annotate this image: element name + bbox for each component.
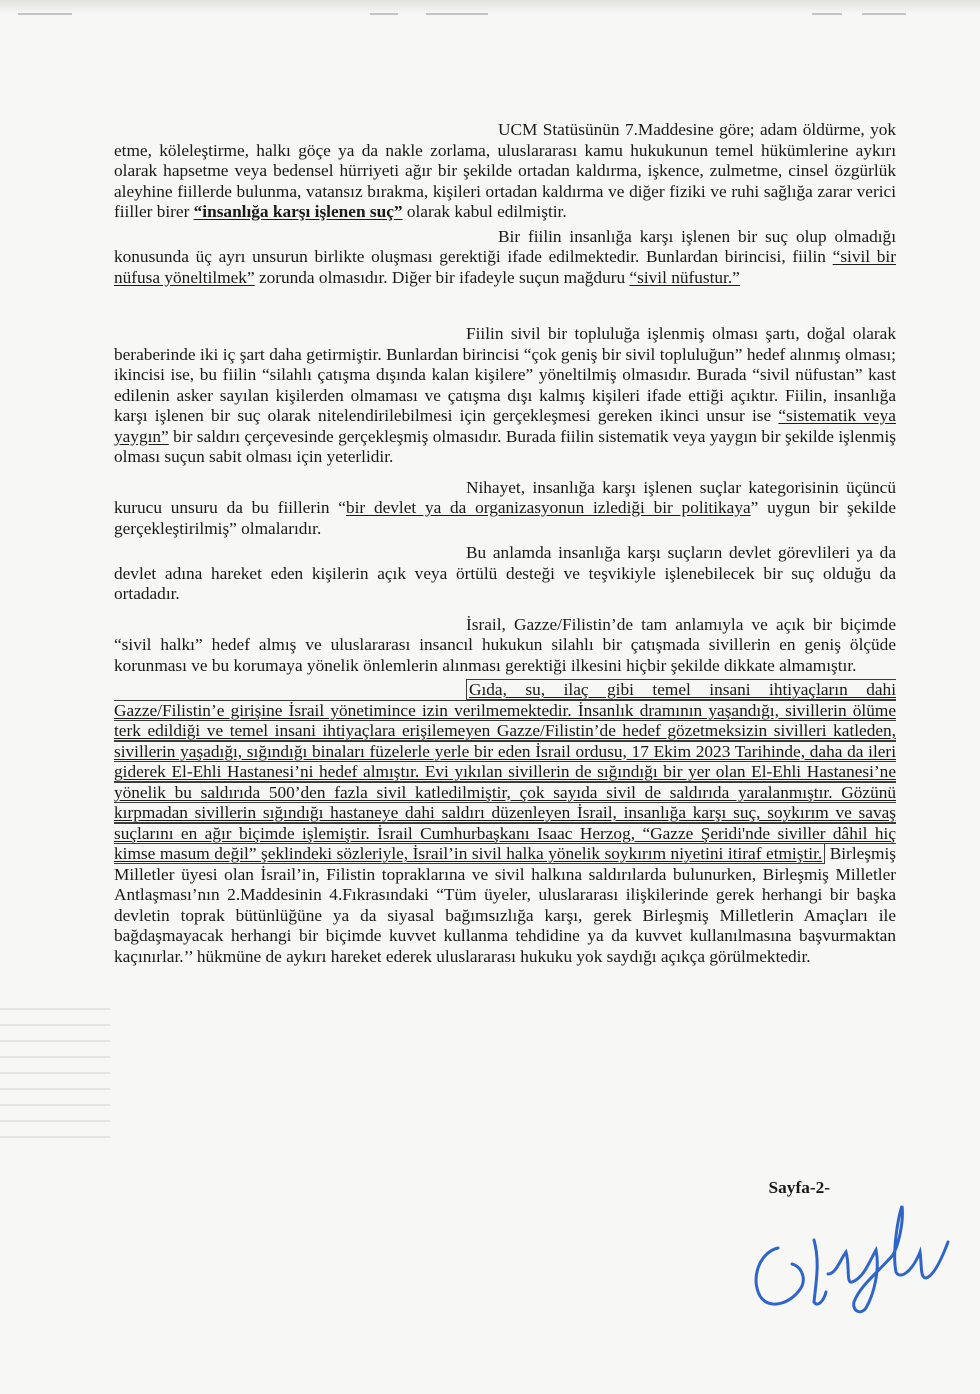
- paragraph-policy-element: Nihayet, insanlığa karşı işlenen suçlar kategorisinin üçüncü kurucu unsuru da bu fiillerin “bir devlet ya da organizasyonun izlediği bir politikaya” uygun bir şekilde gerçekleştirilmiş” olmalarıdır.: [114, 477, 896, 538]
- scan-artifact: [18, 13, 72, 15]
- paragraph-three-elements: Bir fiilin insanlığa karşı işlenen bir suç olup olmadığı konusunda üç ayrı unsurun birlikte oluşması gerektiği ifade edilmektedir. Bunlardan birincisi, fiilin “sivil bir nüfusa yöneltilmek” zorunda olmasıdır. Diğer bir ifadeyle suçun mağduru “sivil nüfustur.”: [114, 226, 896, 287]
- scan-artifact: [370, 13, 398, 15]
- signature-stroke: [756, 1240, 826, 1304]
- highlighted-passage: Gıda, su, ilaç gibi temel insani ihtiyaçların dahi Gazze/Filistin’e girişine İsrail yönetimince izin verilmemektedir. İnsanlık dramının yaşandığı, sivillerin ölüme terk edildiği ve temel insani ihtiyaçlara erişilemeyen Gazze/Filistin’de hedef gözetmeksizin sivilleri katleden, sivillerin yaşadığı, sığındığı binaları füzelerle yerle bir eden İsrail ordusu, 17 Ekim 2023 Tarihinde, daha da ileri giderek El-Ehli Hastanesi’ni hedef almıştır. Evi yıkılan sivillerin de sığındığı bir yer olan El-Ehli Hastanesi’ne yönelik bu saldırıda 500’den fazla sivil katledilmiştir, çok sayıda sivil de saldırıda yaralanmıştır. Gözünü kırpmadan sivillerin sığındığı hastaneye dahi saldırı düzenleyen İsrail, insanlığa karşı suç, soykırım ve savaş suçlarını en ağır biçimde işlemiştir. İsrail Cumhurbaşkanı Isaac Herzog, “Gazze Şeridi'nde siviller dâhil hiç kimse masum değil” şeklindeki sözleriyle, İsrail’in sivil halka yönelik soykırım niyetini itiraf etmiştir.: [114, 680, 896, 863]
- signature-stroke: [828, 1206, 948, 1312]
- scan-artifact: [862, 13, 906, 15]
- scan-artifact: [426, 13, 488, 15]
- handwritten-signature: [742, 1182, 952, 1322]
- paragraph-israel-civilians: İsrail, Gazze/Filistin’de tam anlamıyla ve açık bir biçimde “sivil halkı” hedef almış ve uluslararası insancıl hukukun silahlı bir çatışmada sivillerin en geniş ölçüde korunması ve bu korumaya yönelik önlemlerin alınması gerektiği ilkesini hiçbir şekilde dikkate almamıştır.: [114, 614, 896, 675]
- scan-artifact: [812, 13, 842, 15]
- scan-top-edge: [0, 0, 980, 14]
- bleed-through-text: [0, 1008, 110, 1138]
- paragraph-ucm-statute: UCM Statüsünün 7.Maddesine göre; adam öldürme, yok etme, köleleştirme, halkı göçe ya da nakle zorlama, uluslararası kamu hukukunun temel hükümlerine aykırı olarak hapsetme veya bedensel hürriyeti ağır bir şekilde ortadan kaldırma, işkence, zulmetme, cinsel özgürlük aleyhine fiillerde bulunma, vatansız bırakma, kişileri ortadan kaldırma ve diğer fiziki ve ruhi sağlığa zarar verici fiiller birer “insanlığa karşı işlenen suç” olarak kabul edilmiştir.: [114, 120, 896, 221]
- paragraph-gaza-hospital: Gıda, su, ilaç gibi temel insani ihtiyaçların dahi Gazze/Filistin’e girişine İsrail yönetimince izin verilmemektedir. İnsanlık dramının yaşandığı, sivillerin ölüme terk edildiği ve temel insani ihtiyaçlara erişilemeyen Gazze/Filistin’de hedef gözetmeksizin sivilleri katleden, sivillerin yaşadığı, sığındığı binaları füzelerle yerle bir eden İsrail ordusu, 17 Ekim 2023 Tarihinde, daha da ileri giderek El-Ehli Hastanesi’ni hedef almıştır. Evi yıkılan sivillerin de sığındığı bir yer olan El-Ehli Hastanesi’ne yönelik bu saldırıda 500’den fazla sivil katledilmiştir, çok sayıda sivil de saldırıda yaralanmıştır. Gözünü kırpmadan sivillerin sığındığı hastaneye dahi saldırı düzenleyen İsrail, insanlığa karşı suç, soykırım ve savaş suçlarını en ağır biçimde işlemiştir. İsrail Cumhurbaşkanı Isaac Herzog, “Gazze Şeridi'nde siviller dâhil hiç kimse masum değil” şeklindeki sözleriyle, İsrail’in sivil halka yönelik soykırım niyetini itiraf etmiştir. Birleşmiş Milletler üyesi olan İsrail’in, Filistin topraklarına ve sivil halkına saldırılarda bulunurken, Birleşmiş Milletler Antlaşması’nın 2.Maddesinin 4.Fıkrasındaki “Tüm üyeler, uluslararası ilişkilerinde gerek herhangi bir başka devletin toprak bütünlüğüne ya da siyasal bağımsızlığa karşı, gerek Birleşmiş Milletlerin Amaçları ile bağdaşmayacak herhangi bir biçimde kuvvet kullanma tehdidine ya da kuvvet kullanılmasına başvurmaktan kaçınırlar.’’ hükmüne de aykırı hareket ederek uluslararası hukuku yok saydığı açıkça görülmektedir.: [114, 680, 896, 966]
- emphasis-crime-against-humanity: “insanlığa karşı işlenen suç”: [193, 202, 403, 221]
- paragraph-civil-population: Fiilin sivil bir topluluğa işlenmiş olması şartı, doğal olarak beraberinde iki iç şart daha getirmiştir. Bunlardan birincisi “çok geniş bir sivil topluluğun” hedef alınmış olması; ikincisi ise, bu fiilin “silahlı çatışma dışında kalan kişilere” yöneltilmiş olmasıdır. Burada “sivil nüfustan” kast edilenin asker sayılan kişilerden olmaması ve çatışma dışı kalmış kişileri ifade ettiği açıktır. Fiilin, insanlığa karşı işlenen bir suç olarak nitelendirilebilmesi için gerçekleşmesi gereken ikinci unsur ise “sistematik veya yaygın” bir saldırı çerçevesinde gerçekleşmiş olmasıdır. Burada fiilin sistematik veya yaygın bir şekilde işlenmiş olması suçun sabit olması için yeterlidir.: [114, 324, 896, 466]
- document-body: [114, 120, 896, 967]
- page-number: Sayfa-2-: [768, 1178, 830, 1197]
- paragraph-state-support: Bu anlamda insanlığa karşı suçların devlet görevlileri ya da devlet adına hareket eden kişilerin açık veya örtülü desteği ve teşvikiyle işlenebilecek bir suç olduğu da ortadadır.: [114, 543, 896, 603]
